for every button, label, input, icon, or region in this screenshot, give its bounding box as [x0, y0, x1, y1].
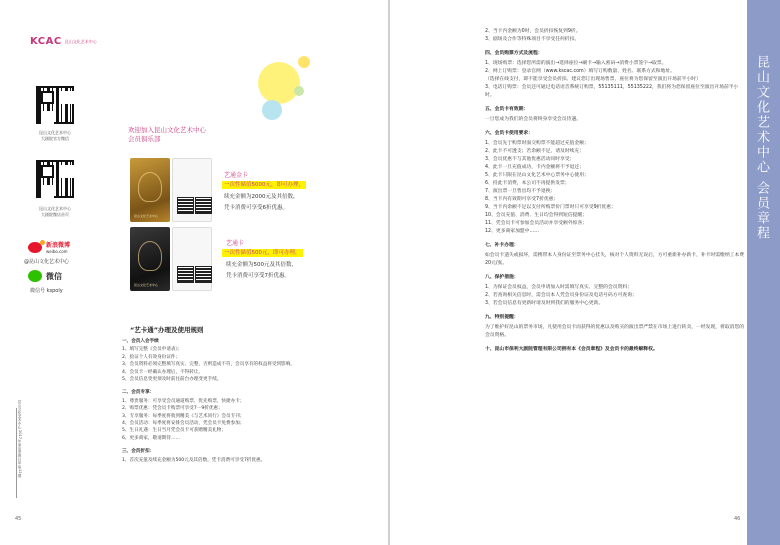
left-page [0, 0, 388, 545]
wechat-icon [28, 270, 42, 282]
wechat-block[interactable] [28, 270, 62, 282]
section-heading: 八、保护措施： [485, 275, 519, 280]
rule-item: 5、此卡只限在昆山文化艺术中心票务中心使用； [485, 173, 589, 178]
rule-item: 5、生日礼遇：生日当月凭会员卡可获赠精美礼物； [122, 428, 226, 434]
qr2-caption-line1: 昆山文化艺术中心 [39, 206, 71, 211]
card-pattern [138, 241, 162, 271]
gold-card-line2: 续充金额为2000元及其倍数， [224, 194, 299, 200]
rule-item: 1、填写完整《会员申请表》； [122, 347, 183, 353]
card-qr-code [177, 197, 194, 214]
rule-item: 8、当卡内有效期可享受7折优惠； [485, 197, 559, 202]
side-title: 昆山文化艺术中心 会员章程 [754, 55, 769, 242]
rule-item: 5、会员信息变更须及时前往前台办理变更手续。 [122, 377, 222, 383]
section-heading: 一、会员入会手续 [122, 339, 159, 344]
rule-item: 10、会员充值、消费、生日均会得到短信提醒； [485, 213, 588, 218]
weibo-icon [28, 242, 42, 253]
gold-card-name: 艺通金卡 [224, 172, 249, 179]
club-title-line1: 欢迎加入昆山文化艺术中心 [128, 126, 206, 134]
logo-mark: KCAC [30, 36, 62, 47]
rule-item: 4、会员活动：每季度将安排会员活动，凭会员卡免费参加； [122, 421, 245, 427]
rule-item: 3、会员优惠不与其他优惠活动同时享受； [485, 157, 575, 162]
rule-item: 1、现场购票：选择您所需的演出→选择座位→刷卡→输入密码→消费小票签字→取票。 [485, 61, 667, 66]
gold-card-highlight: 一次性储值5000元，即可办理， [224, 182, 304, 188]
page-number-left: 45 [15, 516, 22, 522]
rule-item: 9、当卡内余额不足以支付所购票价门票时只可享受9折优惠； [485, 205, 616, 210]
rule-item: 6、更多商家，敬请期待…… [122, 435, 181, 441]
card-brand: 昆山文化艺术中心 [134, 214, 159, 218]
section-heading: 九、特别提醒： [485, 315, 519, 320]
rule-item: 一旦您成为我们的会员将终身享受会员待遇。 [485, 117, 581, 122]
qr2-caption-line2: 大剧院微店首页 [41, 212, 69, 217]
footer-statement: 十、昆山市保利大剧院管理有限公司拥有本《会员章程》及会员卡的最终解释权。 [485, 347, 658, 352]
section-heading: 三、会员折扣： [122, 449, 155, 455]
page-number-right: 46 [734, 516, 741, 522]
kcac-logo [30, 36, 97, 47]
rules-left-column [122, 338, 372, 464]
qr2-caption [25, 206, 85, 218]
rule-item: 2、验证个人有效身份证件； [122, 354, 181, 360]
side-band [747, 0, 780, 545]
rule-item: 2、此卡不可透支；若余额不足，请及时续充； [485, 149, 584, 154]
shop-qr-code [36, 160, 74, 198]
rule-item: 3、专享服务：每季度将收到精美《与艺术同行》会员专刊； [122, 413, 245, 419]
rule-item: 2、购票优惠：凭会员卡购票可享受7－9折优惠； [122, 406, 223, 412]
card-brand: 昆山文化艺术中心 [134, 283, 159, 287]
gold-card-back [172, 158, 212, 222]
section-heading: 二、会员专享： [122, 390, 155, 396]
rule-item: 3、会员资料必须完整填写真实、完整，否则造成不符，会员享有的权益将受到影响。 [122, 362, 295, 368]
art-card-back [172, 227, 212, 291]
decor-circle-green [294, 86, 304, 96]
rules-title: “艺卡通”办理及使用规则 [130, 326, 204, 334]
wechat-qr-code [36, 86, 74, 124]
gold-card-front [130, 158, 170, 222]
rule-item: 12、更多商家加盟中…… [485, 229, 540, 234]
gold-card-line3: 凭卡消费可享受6折优惠。 [224, 205, 289, 211]
rule-item: 2、若查询相关信息时，需会员本人凭会员身份证及电话号码方可查询； [485, 293, 637, 298]
rule-item: 2、当卡内金额为0时，会员折扣恢复到9折。 [485, 29, 581, 34]
rule-item: 3、电话订购票：会员还可通过电话语音系统订购票，55135111，55135222，我们将为您保留座位至演出开场前半小时。 [485, 85, 739, 98]
rule-item: 11、凭会员卡可参加会员活动并享受额外惊喜； [485, 221, 588, 226]
rule-item: 1、首次充值及续充金额为500元及其倍数，凭卡消费可享受7折优惠。 [122, 457, 266, 463]
art-card-front [130, 227, 170, 291]
weibo-block[interactable] [28, 240, 70, 254]
rule-item: 为了维护好昆山的票务市场，凡使用会员卡而获得的优惠以及购买的演出票严禁在市场上进行转卖，一经发现，将取消您的会员资格。 [485, 325, 745, 338]
right-page [390, 0, 780, 545]
card-qr-code [177, 266, 194, 283]
rule-item: 6、持此卡消费，本公司不再提供发票； [485, 181, 570, 186]
club-title-line2: 会员俱乐部 [128, 135, 161, 143]
qr1-caption [25, 130, 85, 142]
logo-subtitle: 昆山文化艺术中心 [64, 38, 97, 44]
rule-item: 2、网上订购票：登录官网（www.kscac.com）填写订购数量、姓名、联系方式和地址。 [485, 69, 675, 74]
decor-circle-blue [262, 100, 282, 120]
wechat-label: 微信 [46, 271, 62, 281]
weibo-domain: weibo.com [46, 249, 68, 254]
art-card-line3: 凭卡消费可享受7折优惠。 [226, 273, 291, 279]
footer-text: 昆山文化艺术中心 2017年演出季剧目单 第12期 [18, 400, 22, 478]
rule-item: 4、会员卡一经确认办理后，不得转让。 [122, 369, 204, 375]
section-heading: 六、会员卡使用要求： [485, 131, 533, 136]
qr1-caption-line2: 大剧院官方微信 [41, 136, 69, 141]
wechat-account: 微信号 kspoly [30, 288, 63, 294]
section-heading: 七、补卡办理： [485, 243, 519, 248]
weibo-account: @昆山文化艺术中心 [24, 259, 70, 265]
card-pattern [138, 172, 162, 202]
rule-item: 如会员卡遗失或损坏，需携带本人身份证至票务中心挂失，核对个人资料无误后，方可重新补办新卡，补卡时需缴纳工本费20元/张。 [485, 253, 745, 266]
rule-item: 3、剧场及合作等特殊项目不享受任何折扣。 [485, 37, 580, 42]
rule-item: 1、尊贵服务：可享受会员通道购票、优先购票、快捷办卡； [122, 398, 245, 404]
art-card-highlight: 一次性储值500元，即可办理， [224, 250, 301, 256]
decor-circle-small-yellow [298, 56, 310, 68]
rule-item: 3、若会员信息有更新时请及时到我们的服务中心更新。 [485, 301, 604, 306]
rule-item: （选择在线支付，即不能享受会员折扣。建议您订出现场售票，座位将为您保留至演出开场前半小时） [485, 77, 701, 82]
rule-item: 4、此卡一旦充值成功，卡内金额将不予退还； [485, 165, 584, 170]
section-heading: 五、会员卡有效期： [485, 107, 529, 112]
rule-item: 1、为保证会员权益，会员申请加入时需填写真实、完整的会员资料； [485, 285, 632, 290]
card-qr-code [195, 197, 212, 214]
rule-item: 7、演出票一旦售出均不予退换； [485, 189, 556, 194]
card-qr-code [195, 266, 212, 283]
art-card-line2: 续充金额为500元及其倍数， [226, 262, 297, 268]
section-heading: 四、会员购票方式及流程： [485, 51, 543, 56]
art-card-name: 艺通卡 [226, 240, 245, 247]
qr1-caption-line1: 昆山文化艺术中心 [39, 130, 71, 135]
club-title [128, 126, 206, 144]
decor-circle-yellow [258, 62, 300, 104]
rule-item: 1、会员先于购票时面交购票不能超过充值金额； [485, 141, 589, 146]
weibo-name [46, 240, 70, 254]
weibo-label: 新浪微博 [46, 242, 71, 249]
rules-right-column [485, 28, 745, 354]
